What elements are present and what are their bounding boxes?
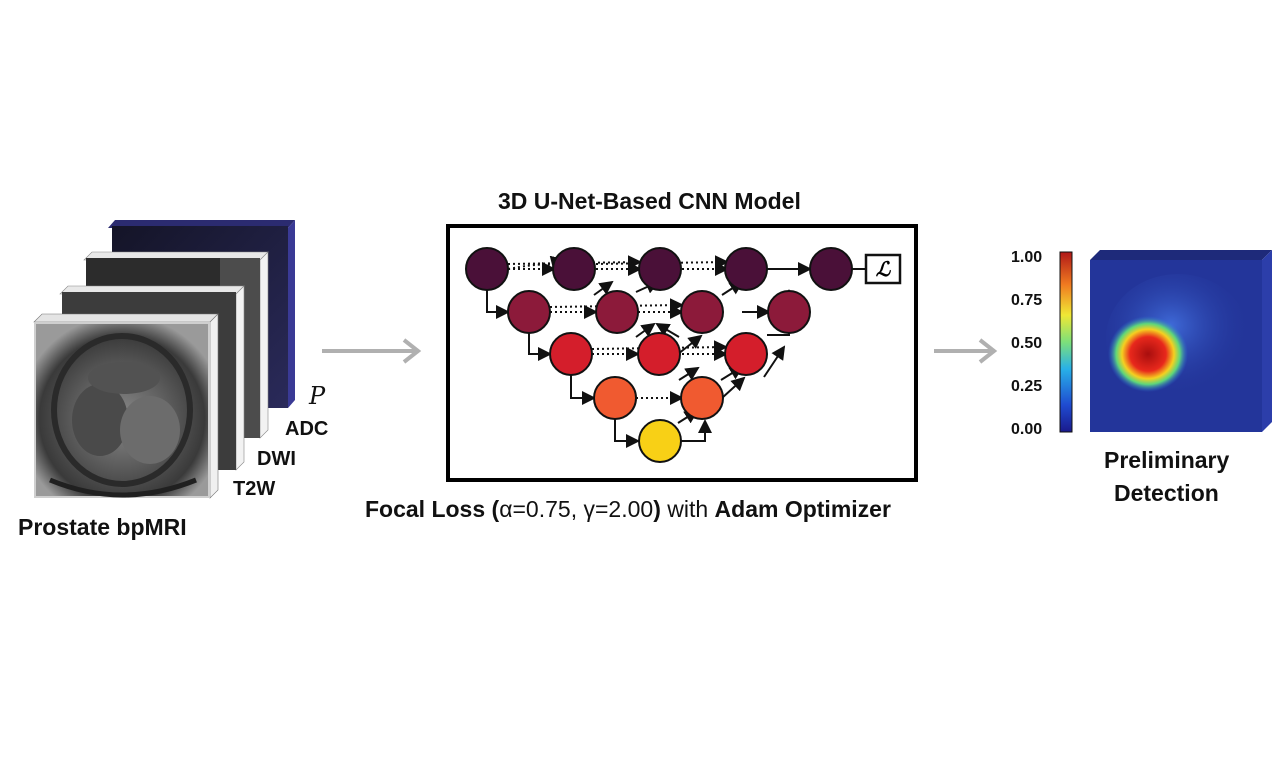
flow-arrow-1 [318,336,428,366]
unet-node-l1 [508,291,550,333]
unet-node-l0 [466,248,508,290]
flow-arrow-2 [930,336,1002,366]
caption-sep: , [570,496,584,522]
unet-node-l0 [725,248,767,290]
adc-label: ADC [285,418,329,440]
caption-close: ) [653,496,661,522]
optimizer-name: Adam Optimizer [714,496,891,522]
scale-tick-100: 1.00 [1011,249,1043,266]
unet-node-l1 [768,291,810,333]
unet-node-l3 [594,377,636,419]
output-caption-line1: Preliminary [1104,447,1230,473]
unet-node-l1 [596,291,638,333]
t2w-slice-front [34,314,218,498]
dwi-label: DWI [257,448,296,470]
unet-node-l0 [810,248,852,290]
output-caption-line2: Detection [1114,480,1219,506]
unet-diagram [446,224,918,482]
alpha-value: α=0.75 [499,496,571,522]
t2w-label: T2W [233,478,276,500]
unet-node-l0 [639,248,681,290]
unet-node-l3 [681,377,723,419]
scale-tick-025: 0.25 [1011,378,1043,395]
unet-node-bottleneck [639,420,681,462]
unet-node-l2 [550,333,592,375]
unet-node-l2 [638,333,680,375]
scale-tick-075: 0.75 [1011,292,1043,309]
unet-node-l1 [681,291,723,333]
gamma-value: γ=2.00 [583,496,654,522]
input-caption: Prostate bpMRI [18,514,187,540]
loss-symbol: ℒ [875,257,891,281]
colorbar [1058,250,1078,434]
unet-node-l0 [553,248,595,290]
training-caption [365,496,891,523]
scale-tick-050: 0.50 [1011,335,1043,352]
caption-with: with [660,496,715,522]
unet-node-l2 [725,333,767,375]
prior-symbol: P [309,382,326,410]
model-title: 3D U-Net-Based CNN Model [498,188,801,214]
scale-tick-000: 0.00 [1011,421,1043,438]
detection-heatmap [1086,246,1276,436]
loss-name: Focal Loss ( [365,496,500,522]
